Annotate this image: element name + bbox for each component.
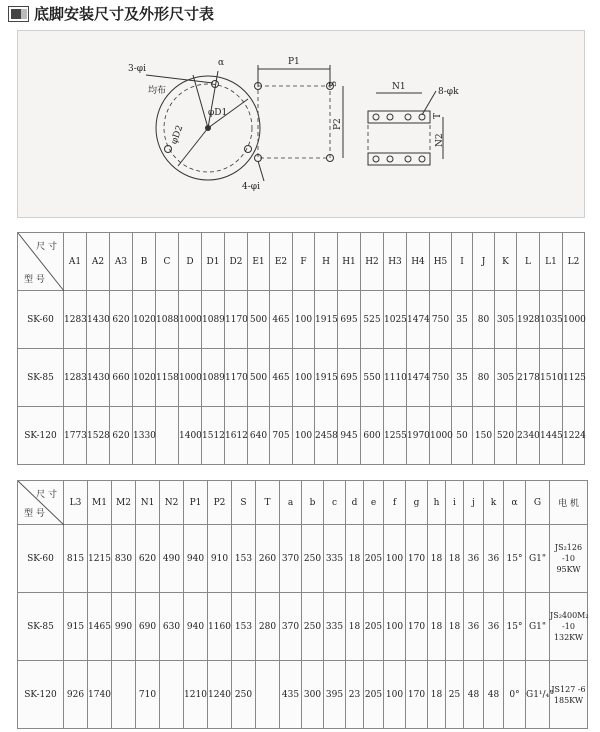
table-cell: 36 xyxy=(464,525,484,593)
column-header: H2 xyxy=(361,233,384,291)
table-cell: 465 xyxy=(270,349,293,407)
table-cell: 1088 xyxy=(156,291,179,349)
table-cell: 1430 xyxy=(87,291,110,349)
table-cell xyxy=(160,661,184,729)
column-header: M1 xyxy=(88,481,112,525)
table-corner-cell xyxy=(18,233,64,291)
table-cell: 1125 xyxy=(563,349,585,407)
table-cell: 100 xyxy=(384,661,406,729)
table-cell: 1089 xyxy=(202,291,225,349)
column-header: S xyxy=(232,481,256,525)
table-cell: JS₂400M₂ -10 132KW xyxy=(550,593,588,661)
table-cell: 1170 xyxy=(225,291,248,349)
table-cell: 620 xyxy=(136,525,160,593)
table-cell: 1000 xyxy=(563,291,585,349)
table-cell: 305 xyxy=(495,291,517,349)
table-cell: JS127 -6 185KW xyxy=(550,661,588,729)
column-header: L xyxy=(517,233,540,291)
table-cell: 100 xyxy=(384,525,406,593)
table-cell: 205 xyxy=(364,593,384,661)
table-cell: 1474 xyxy=(407,349,430,407)
table-cell: 36 xyxy=(464,593,484,661)
table-cell: 50 xyxy=(452,407,473,465)
column-header: T xyxy=(256,481,280,525)
table-cell: 170 xyxy=(406,661,428,729)
table-cell: 620 xyxy=(110,291,133,349)
table-row xyxy=(18,593,588,661)
table-cell: 0° xyxy=(504,661,526,729)
table-cell: 690 xyxy=(136,593,160,661)
column-header: N1 xyxy=(136,481,160,525)
table-row xyxy=(18,525,588,593)
page-title: 底脚安装尺寸及外形尺寸表 xyxy=(34,5,215,23)
table-cell: 750 xyxy=(430,349,452,407)
table-cell: 250 xyxy=(232,661,256,729)
column-header: b xyxy=(302,481,324,525)
table-cell: 80 xyxy=(473,349,495,407)
table-cell: 18 xyxy=(446,525,464,593)
table-row xyxy=(18,349,585,407)
column-header: N2 xyxy=(160,481,184,525)
table-cell: 550 xyxy=(361,349,384,407)
table-cell: 640 xyxy=(248,407,270,465)
table-cell: 1240 xyxy=(208,661,232,729)
table-cell: 15° xyxy=(504,593,526,661)
table-cell: 1255 xyxy=(384,407,407,465)
table-cell: 170 xyxy=(406,525,428,593)
table-row xyxy=(18,407,585,465)
table-cell: 1740 xyxy=(88,661,112,729)
base-bar-top xyxy=(368,111,430,123)
column-header: L1 xyxy=(540,233,563,291)
table-cell: 153 xyxy=(232,525,256,593)
table-cell: 1445 xyxy=(540,407,563,465)
column-header: G xyxy=(526,481,550,525)
table-cell: 926 xyxy=(64,661,88,729)
table-cell: 1000 xyxy=(179,349,202,407)
table-cell: 695 xyxy=(338,291,361,349)
label-even: 均布 xyxy=(148,86,167,96)
column-header: H5 xyxy=(430,233,452,291)
table-cell: 1170 xyxy=(225,349,248,407)
table-cell: 205 xyxy=(364,661,384,729)
table-cell: 370 xyxy=(280,525,302,593)
table-cell: 1612 xyxy=(225,407,248,465)
column-header: D xyxy=(179,233,202,291)
table-cell: 100 xyxy=(384,593,406,661)
table-cell: 1512 xyxy=(202,407,225,465)
table-cell: 945 xyxy=(338,407,361,465)
table-cell: 435 xyxy=(280,661,302,729)
table-cell: 520 xyxy=(495,407,517,465)
table-cell: 1000 xyxy=(179,291,202,349)
table-cell: 710 xyxy=(136,661,160,729)
table-cell: 600 xyxy=(361,407,384,465)
column-header: H xyxy=(315,233,338,291)
column-header: c xyxy=(324,481,346,525)
table-cell: 830 xyxy=(112,525,136,593)
dimension-table-1 xyxy=(17,232,585,465)
column-header: P2 xyxy=(208,481,232,525)
corner-model-label: 型 号 xyxy=(24,509,45,519)
table-cell: 250 xyxy=(302,525,324,593)
table-row xyxy=(18,661,588,729)
label-4phi: 4-φi xyxy=(242,182,260,192)
model-cell: SK-60 xyxy=(18,291,64,349)
table-cell: 630 xyxy=(160,593,184,661)
table-cell: 695 xyxy=(338,349,361,407)
label-P1: P1 xyxy=(288,57,300,67)
model-cell: SK-85 xyxy=(18,349,64,407)
corner-model-label: 型 号 xyxy=(24,275,45,285)
table-cell: 2458 xyxy=(315,407,338,465)
table-cell: 1210 xyxy=(184,661,208,729)
column-header: i xyxy=(446,481,464,525)
column-header: P1 xyxy=(184,481,208,525)
table-cell: 18 xyxy=(428,525,446,593)
table-cell: 1000 xyxy=(430,407,452,465)
table-cell: 1283 xyxy=(64,291,87,349)
column-header: H4 xyxy=(407,233,430,291)
table-cell: 1528 xyxy=(87,407,110,465)
column-header: H1 xyxy=(338,233,361,291)
table-cell: 1928 xyxy=(517,291,540,349)
foot-outline xyxy=(258,86,330,158)
table-cell: 18 xyxy=(428,661,446,729)
model-cell: SK-120 xyxy=(18,407,64,465)
table-cell: 500 xyxy=(248,291,270,349)
column-header: D2 xyxy=(225,233,248,291)
column-header: E1 xyxy=(248,233,270,291)
table-cell: 18 xyxy=(346,525,364,593)
column-header: L2 xyxy=(563,233,585,291)
column-header: H3 xyxy=(384,233,407,291)
table-cell: 620 xyxy=(110,407,133,465)
table-cell: 1970 xyxy=(407,407,430,465)
table-cell: 990 xyxy=(112,593,136,661)
column-header: α xyxy=(504,481,526,525)
table-cell: 500 xyxy=(248,349,270,407)
column-header: A3 xyxy=(110,233,133,291)
table-header-row xyxy=(18,481,588,525)
table-cell: 100 xyxy=(293,349,315,407)
table-cell: 150 xyxy=(473,407,495,465)
table-cell: JS₂126 -10 95KW xyxy=(550,525,588,593)
table-cell: G1" xyxy=(526,525,550,593)
table-cell: 250 xyxy=(302,593,324,661)
table-cell: 1035 xyxy=(540,291,563,349)
column-header: B xyxy=(133,233,156,291)
table-cell: 1215 xyxy=(88,525,112,593)
table-cell: 465 xyxy=(270,291,293,349)
column-header: D1 xyxy=(202,233,225,291)
table-cell: 940 xyxy=(184,525,208,593)
technical-drawing xyxy=(17,30,585,218)
table-cell: 1110 xyxy=(384,349,407,407)
table-cell: 705 xyxy=(270,407,293,465)
table-cell: 15° xyxy=(504,525,526,593)
column-header: A1 xyxy=(64,233,87,291)
table-cell: 305 xyxy=(495,349,517,407)
corner-size-label: 尺 寸 xyxy=(36,490,57,500)
table-cell: G1¹/₄" xyxy=(526,661,550,729)
table-cell: 80 xyxy=(473,291,495,349)
table-corner-cell xyxy=(18,481,64,525)
table-cell: 395 xyxy=(324,661,346,729)
table-cell xyxy=(256,661,280,729)
column-header: M2 xyxy=(112,481,136,525)
table-cell: G1" xyxy=(526,593,550,661)
table-cell: 2178 xyxy=(517,349,540,407)
table-cell: 153 xyxy=(232,593,256,661)
label-T: T xyxy=(433,112,443,119)
table-cell: 100 xyxy=(293,407,315,465)
label-alpha: α xyxy=(218,58,225,68)
bolt-hole xyxy=(165,146,172,153)
table-header-row xyxy=(18,233,585,291)
table-cell: 490 xyxy=(160,525,184,593)
document-icon xyxy=(8,6,30,22)
bolt-hole xyxy=(245,146,252,153)
column-header: J xyxy=(473,233,495,291)
table-cell: 48 xyxy=(464,661,484,729)
column-header: E2 xyxy=(270,233,293,291)
table-cell: 23 xyxy=(346,661,364,729)
label-N2: N2 xyxy=(435,133,445,147)
column-header: g xyxy=(406,481,428,525)
table-cell: 1915 xyxy=(315,349,338,407)
table-cell: 36 xyxy=(484,593,504,661)
table-cell: 35 xyxy=(452,349,473,407)
table-cell: 35 xyxy=(452,291,473,349)
label-3phi: 3-φi xyxy=(128,64,146,74)
label-8phik: 8-φk xyxy=(438,87,459,97)
table-cell: 915 xyxy=(64,593,88,661)
table-cell: 18 xyxy=(446,593,464,661)
model-cell: SK-120 xyxy=(18,661,64,729)
table-cell: 1158 xyxy=(156,349,179,407)
column-header: 电 机 xyxy=(550,481,588,525)
table-cell: 1510 xyxy=(540,349,563,407)
table-cell: 1025 xyxy=(384,291,407,349)
column-header: k xyxy=(484,481,504,525)
table-cell: 940 xyxy=(184,593,208,661)
table-cell: 170 xyxy=(406,593,428,661)
table-cell: 335 xyxy=(324,593,346,661)
label-P2: P2 xyxy=(333,118,343,130)
column-header: L3 xyxy=(64,481,88,525)
column-header: e xyxy=(364,481,384,525)
table-cell: 1020 xyxy=(133,291,156,349)
table-cell: 100 xyxy=(293,291,315,349)
table-cell xyxy=(156,407,179,465)
table-cell xyxy=(112,661,136,729)
table-cell: 1020 xyxy=(133,349,156,407)
table-cell: 36 xyxy=(484,525,504,593)
table-cell: 660 xyxy=(110,349,133,407)
table-cell: 1915 xyxy=(315,291,338,349)
table-cell: 25 xyxy=(446,661,464,729)
table-cell: 18 xyxy=(346,593,364,661)
column-header: d xyxy=(346,481,364,525)
table-cell: 260 xyxy=(256,525,280,593)
table-cell: 18 xyxy=(428,593,446,661)
table-cell: 2340 xyxy=(517,407,540,465)
table-cell: 1430 xyxy=(87,349,110,407)
label-S: S xyxy=(329,80,339,87)
dimension-table-2 xyxy=(17,480,588,729)
table-cell: 48 xyxy=(484,661,504,729)
table-cell: 370 xyxy=(280,593,302,661)
table-cell: 1224 xyxy=(563,407,585,465)
column-header: a xyxy=(280,481,302,525)
table-cell: 1773 xyxy=(64,407,87,465)
table-cell: 750 xyxy=(430,291,452,349)
model-cell: SK-60 xyxy=(18,525,64,593)
table-cell: 815 xyxy=(64,525,88,593)
table-cell: 1330 xyxy=(133,407,156,465)
base-bar-bottom xyxy=(368,153,430,165)
table-cell: 1160 xyxy=(208,593,232,661)
column-header: A2 xyxy=(87,233,110,291)
table-row xyxy=(18,291,585,349)
table-cell: 1283 xyxy=(64,349,87,407)
header-bar xyxy=(0,0,600,28)
column-header: h xyxy=(428,481,446,525)
table-cell: 280 xyxy=(256,593,280,661)
column-header: I xyxy=(452,233,473,291)
column-header: j xyxy=(464,481,484,525)
table-cell: 525 xyxy=(361,291,384,349)
column-header: f xyxy=(384,481,406,525)
model-cell: SK-85 xyxy=(18,593,64,661)
table-cell: 1400 xyxy=(179,407,202,465)
table-cell: 205 xyxy=(364,525,384,593)
column-header: F xyxy=(293,233,315,291)
table-cell: 1474 xyxy=(407,291,430,349)
table-cell: 1465 xyxy=(88,593,112,661)
table-cell: 1089 xyxy=(202,349,225,407)
column-header: C xyxy=(156,233,179,291)
label-N1: N1 xyxy=(392,82,406,92)
column-header: K xyxy=(495,233,517,291)
table-cell: 910 xyxy=(208,525,232,593)
table-cell: 300 xyxy=(302,661,324,729)
label-phiD2: φD2 xyxy=(169,124,186,146)
label-phiD1: φD1 xyxy=(208,108,228,118)
table-cell: 335 xyxy=(324,525,346,593)
corner-size-label: 尺 寸 xyxy=(36,242,57,252)
